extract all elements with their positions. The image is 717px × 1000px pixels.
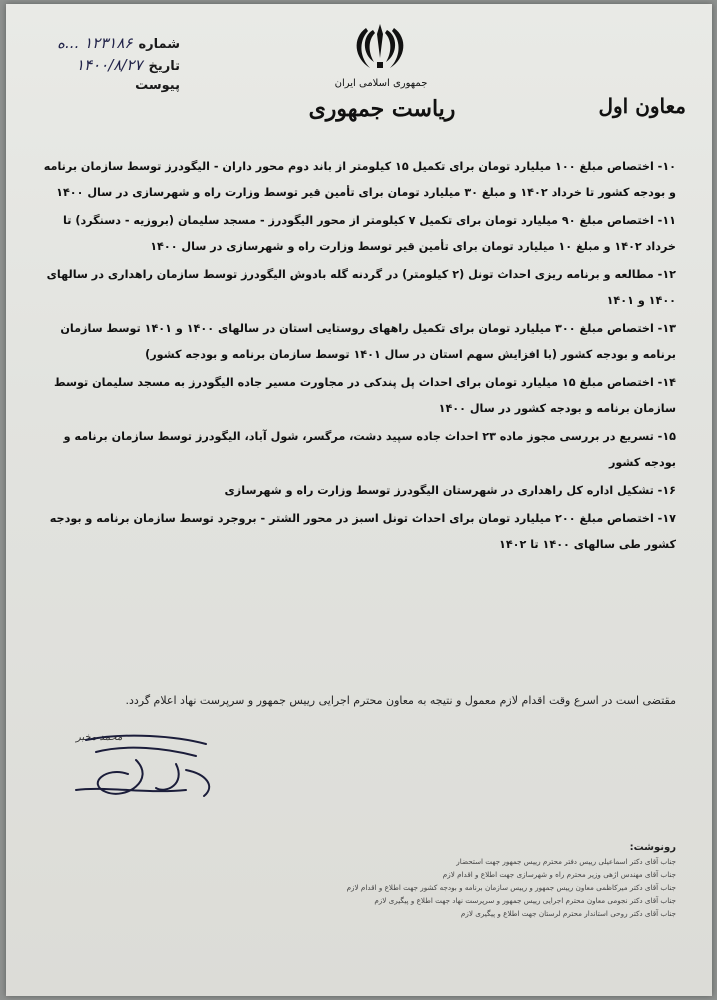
meta-date-value: ۱۴۰۰/۸/۲۷ [75,56,143,74]
list-item: ۱۶- تشکیل اداره کل راهداری در شهرستان الیگودرز توسط وزارت راه و شهرسازی [224,484,676,497]
cc-recipient: جناب آقای دکتر روحی استاندار محترم لرستان جهت اطلاع و پیگیری لازم [460,909,676,918]
meta-number-value: ۱۲۳۱۸۶ ...ه [57,34,133,52]
meta-attachment-label: پیوست [135,78,180,93]
closing-paragraph: مقتضی است در اسرع وقت اقدام لازم معمول و نتیجه به معاون محترم اجرایی رییس جمهور و سرپرست نهاد اعلام گردد. [125,694,676,707]
cc-recipient: جناب آقای مهندس اژهی وزیر محترم راه و شهرسازی جهت اطلاع و اقدام لازم [442,870,676,879]
meta-attachment [20,78,180,100]
list-item: ۱۴- اختصاص مبلغ ۱۵ میلیارد تومان برای احداث پل پندکی در مجاورت مسیر جاده الیگودرز به مسجد سلیمان توسط سازمان برنامه و بودجه کشور در سال ۱۴۰۰ [54,376,676,415]
list-item: ۱۳- اختصاص مبلغ ۳۰۰ میلیارد تومان برای تکمیل راههای روستایی استان در سالهای ۱۴۰۰ و ۱۴۰۱ توسط سازمان برنامه و بودجه کشور (با افزایش سهم استان در سال ۱۴۰۱ توسط سازمان برنامه و بودجه کشور) [60,322,676,361]
presidency-title: ریاست جمهوری [308,96,456,122]
signature-name: محمد مخبر [76,732,123,743]
list-item: ۱۱- اختصاص مبلغ ۹۰ میلیارد تومان برای تکمیل ۷ کیلومتر از محور الیگودرز - مسجد سلیمان (بروزیه - دسنگرد) تا خرداد ۱۴۰۲ و مبلغ ۱۰ میلیارد تومان برای تأمین قیر توسط وزارت راه و شهرسازی در سال ۱۴۰۰ [63,214,676,253]
meta-number [20,34,180,56]
first-vice-president-title: معاون اول [598,94,686,118]
list-item: ۱۷- اختصاص مبلغ ۲۰۰ میلیارد تومان برای احداث تونل اسبز در محور الشتر - بروجرد توسط سازمان برنامه و بودجه کشور طی سالهای ۱۴۰۰ تا ۱۴۰۲ [49,512,676,551]
letter-body [36,154,676,560]
list-item: ۱۲- مطالعه و برنامه ریزی احداث تونل (۲ کیلومتر) در گردنه گله بادوش الیگودرز توسط سازمان راهداری در سالهای ۱۴۰۰ و ۱۴۰۱ [46,268,676,307]
meta-date-label: تاریخ [148,59,180,74]
letter-page [6,4,712,996]
cc-recipient: جناب آقای دکتر میرکاظمی معاون رییس جمهور و رییس سازمان برنامه و بودجه کشور جهت اطلاع و اقدام لازم [346,883,676,892]
government-line: جمهوری اسلامی ایران [334,78,428,89]
cc-recipient: جناب آقای دکتر نجومی معاون محترم اجرایی رییس جمهور و سرپرست نهاد جهت اطلاع و پیگیری لازم [374,896,676,905]
meta-number-label: شماره [138,37,180,52]
handwritten-signature [66,730,226,810]
meta-date [20,56,180,78]
carbon-copy-section [36,842,676,920]
list-item: ۱۵- تسریع در بررسی مجوز ماده ۲۳ احداث جاده سپید دشت، مرگسر، شول آباد، الیگودرز توسط سازمان برنامه و بودجه کشور [63,430,676,469]
list-item: ۱۰- اختصاص مبلغ ۱۰۰ میلیارد تومان برای تکمیل ۱۵ کیلومتر از باند دوم محور داران - الیگودرز توسط سازمان برنامه و بودجه کشور تا خرداد ۱۴۰۲ و مبلغ ۳۰ میلیارد تومان برای تأمین قیر توسط وزارت راه و شهرسازی در سال ۱۴۰۰ [43,160,676,199]
letter-meta [20,34,180,100]
cc-title: رونوشت: [629,842,676,853]
cc-recipient: جناب آقای دکتر اسماعیلی رییس دفتر محترم رییس جمهور جهت استحضار [456,857,676,866]
iran-emblem-icon [340,18,420,78]
